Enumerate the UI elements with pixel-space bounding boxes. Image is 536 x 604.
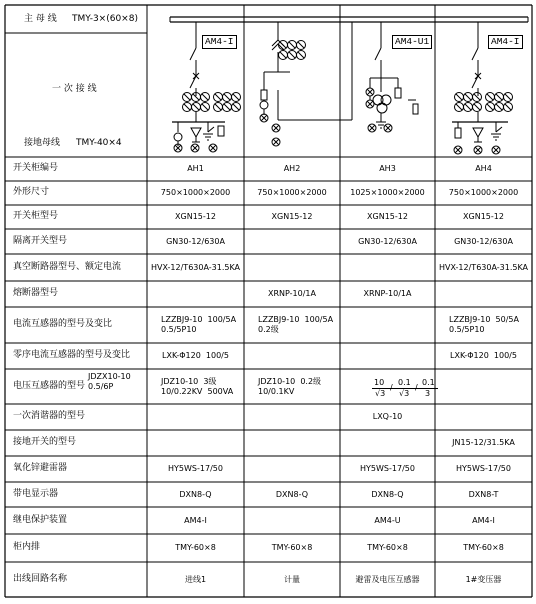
ground-bus-spec: TMY-40×4 bbox=[76, 138, 122, 148]
row-label: 氧化锌避雷器 bbox=[13, 463, 68, 473]
table-cell: AM4-I bbox=[472, 515, 495, 525]
table-cell: AH4 bbox=[475, 164, 492, 173]
voltage-transformer-icon bbox=[174, 133, 182, 141]
pt-ratio-den-2: √3 bbox=[399, 389, 410, 398]
table-cell: LXK-Φ120 100/5 bbox=[450, 351, 517, 360]
relay-tag-ah3: AM4-U1 bbox=[392, 35, 432, 49]
ct-mark bbox=[184, 94, 190, 100]
table-cell: HVX-12/T630A-31.5KA bbox=[150, 262, 241, 272]
row-label: 真空断路器型号、额定电流 bbox=[13, 261, 122, 272]
table-cell: JN15-12/31.5KA bbox=[452, 438, 515, 447]
pt-ratio-den-3: 3 bbox=[425, 389, 431, 398]
relay-tag-ah1: AM4-I bbox=[202, 35, 237, 49]
table-cell: GN30-12/630A bbox=[166, 236, 225, 246]
fuse-icon bbox=[261, 90, 267, 100]
ct-mark bbox=[215, 104, 221, 110]
isolator-blade-icon bbox=[375, 48, 381, 60]
pt-ratio-num-3: 0.1 bbox=[422, 378, 435, 387]
row-label: 带电显示器 bbox=[13, 488, 59, 499]
breaker-blade-icon bbox=[472, 76, 478, 88]
isolator-blade-icon bbox=[190, 48, 196, 60]
earth-switch-icon bbox=[208, 127, 214, 132]
table-cell: 750×1000×2000 bbox=[160, 188, 231, 197]
row-label: 电压互感器的型号 bbox=[13, 380, 86, 391]
table-cell: TMY-60×8 bbox=[175, 543, 216, 552]
row-label: 外形尺寸 bbox=[13, 187, 50, 197]
ct-mark bbox=[487, 104, 493, 110]
table-cell: AM4-I bbox=[184, 515, 207, 525]
ct-mark bbox=[193, 104, 199, 110]
table-cell: JDZ10-10 0.2级 10/0.1KV bbox=[258, 376, 322, 396]
ct-mark bbox=[496, 94, 502, 100]
row-label: 柜内排 bbox=[13, 542, 41, 552]
table-cell: 计量 bbox=[284, 574, 300, 584]
breaker-blade-icon bbox=[190, 76, 196, 88]
fuse-icon bbox=[395, 88, 401, 98]
table-cell: TMY-60×8 bbox=[367, 543, 408, 552]
fuse-icon bbox=[455, 128, 461, 138]
ct-mark bbox=[233, 104, 239, 110]
ct-mark bbox=[456, 104, 462, 110]
table-cell: 1#变压器 bbox=[465, 574, 502, 584]
table-cell: LXQ-10 bbox=[372, 412, 403, 421]
table-cell: LZZBJ9-10 50/5A 0.5/5P10 bbox=[449, 315, 519, 334]
table-cell: GN30-12/630A bbox=[454, 236, 513, 246]
primary-wiring-label: 一 次 接 线 bbox=[52, 84, 97, 94]
ct-mark bbox=[465, 94, 471, 100]
ct-mark bbox=[224, 104, 230, 110]
ct-mark bbox=[289, 52, 295, 58]
table-cell: TMY-60×8 bbox=[463, 543, 504, 552]
ct-mark bbox=[289, 42, 295, 48]
table-cell: 进线1 bbox=[184, 574, 207, 584]
pt-ratio-num-1: 10 bbox=[374, 378, 385, 387]
table-cell: HVX-12/T630A-31.5KA bbox=[438, 262, 529, 272]
surge-arrester-icon bbox=[473, 128, 483, 137]
table-cell: XRNP-10/1A bbox=[363, 289, 412, 298]
table-cell: XGN15-12 bbox=[175, 212, 216, 221]
table-cell: AH3 bbox=[379, 164, 396, 173]
busbar-spec: TMY-3×(60×8) bbox=[72, 14, 138, 24]
row-label: 电流互感器的型号及变比 bbox=[13, 319, 113, 329]
row-label: 开关柜型号 bbox=[13, 211, 59, 221]
table-cell: XGN15-12 bbox=[367, 212, 408, 221]
busbar-label: 主 母 线 bbox=[24, 14, 57, 24]
ct-mark bbox=[224, 94, 230, 100]
ct-mark bbox=[505, 104, 511, 110]
ct-mark bbox=[465, 104, 471, 110]
ct-mark bbox=[456, 94, 462, 100]
table-cell: DXN8-T bbox=[468, 489, 499, 499]
ct-mark bbox=[298, 42, 304, 48]
ct-mark bbox=[202, 104, 208, 110]
ct-mark bbox=[496, 104, 502, 110]
voltage-transformer-icon bbox=[260, 101, 268, 109]
row-label: 隔离开关型号 bbox=[13, 235, 68, 246]
pt-ratio-num-2: 0.1 bbox=[398, 378, 411, 387]
table-cell: DXN8-Q bbox=[371, 489, 404, 499]
ct-mark bbox=[280, 52, 286, 58]
table-cell: LZZBJ9-10 100/5A 0.5/5P10 bbox=[161, 315, 237, 334]
row-label: 接地开关的型号 bbox=[13, 437, 77, 447]
row-label: 熔断器型号 bbox=[13, 288, 59, 298]
relay-tag-ah4: AM4-I bbox=[488, 35, 523, 49]
table-cell: AH2 bbox=[283, 164, 301, 173]
ct-mark bbox=[233, 94, 239, 100]
table-cell: XGN15-12 bbox=[271, 212, 313, 221]
table-cell: 750×1000×2000 bbox=[448, 188, 519, 197]
table-cell: JDZ10-10 3级 10/0.22KV 500VA bbox=[161, 376, 234, 396]
pt-ratio: 10 0.1 0.1 √3 √3 3 / / bbox=[372, 378, 444, 400]
ct-mark bbox=[298, 52, 304, 58]
table-cell: HY5WS-17/50 bbox=[168, 464, 223, 473]
table-cell: XGN15-12 bbox=[463, 212, 504, 221]
row-label: 继电保护装置 bbox=[13, 514, 68, 525]
table-cell: 750×1000×2000 bbox=[257, 188, 327, 197]
table-cell: DXN8-Q bbox=[275, 489, 309, 499]
table-cell: AM4-U bbox=[374, 515, 401, 525]
pt-ratio-den-1: √3 bbox=[375, 389, 386, 398]
ct-mark bbox=[474, 94, 480, 100]
table-cell: 避雷及电压互感器 bbox=[355, 574, 420, 584]
surge-arrester-icon bbox=[191, 128, 201, 137]
table-cell: LZZBJ9-10 100/5A 0.2级 bbox=[258, 315, 334, 334]
table-cell: HY5WS-17/50 bbox=[360, 464, 415, 473]
earth-switch-icon bbox=[496, 127, 502, 132]
ct-mark bbox=[505, 94, 511, 100]
table-cell: GN30-12/630A bbox=[358, 236, 417, 246]
table-cell: LXK-Φ120 100/5 bbox=[162, 351, 229, 360]
table-cell: HY5WS-17/50 bbox=[456, 464, 511, 473]
ct-mark bbox=[487, 94, 493, 100]
table-cell: XRNP-10/1A bbox=[268, 289, 316, 298]
ct-mark bbox=[184, 104, 190, 110]
voltage-transformer-icon bbox=[377, 103, 387, 113]
table-cell: DXN8-Q bbox=[179, 489, 212, 499]
ct-mark bbox=[202, 94, 208, 100]
table-cell: AH1 bbox=[187, 164, 204, 173]
row-label-extra: JDZX10-10 0.5/6P bbox=[88, 372, 131, 391]
row-label: 开关柜编号 bbox=[13, 163, 59, 173]
fuse-icon bbox=[218, 126, 224, 136]
row-label: 零序电流互感器的型号及变比 bbox=[13, 350, 131, 360]
table-cell: 1025×1000×2000 bbox=[350, 188, 425, 197]
isolator-blade-icon bbox=[472, 48, 478, 60]
ct-mark bbox=[215, 94, 221, 100]
ct-mark bbox=[474, 104, 480, 110]
ground-bus-label: 接地母线 bbox=[24, 138, 61, 148]
row-label: 出线回路名称 bbox=[13, 573, 68, 584]
row-label: 一次消谐器的型号 bbox=[13, 411, 86, 421]
damping-resistor-icon bbox=[413, 104, 418, 114]
table-cell: TMY-60×8 bbox=[271, 543, 313, 552]
